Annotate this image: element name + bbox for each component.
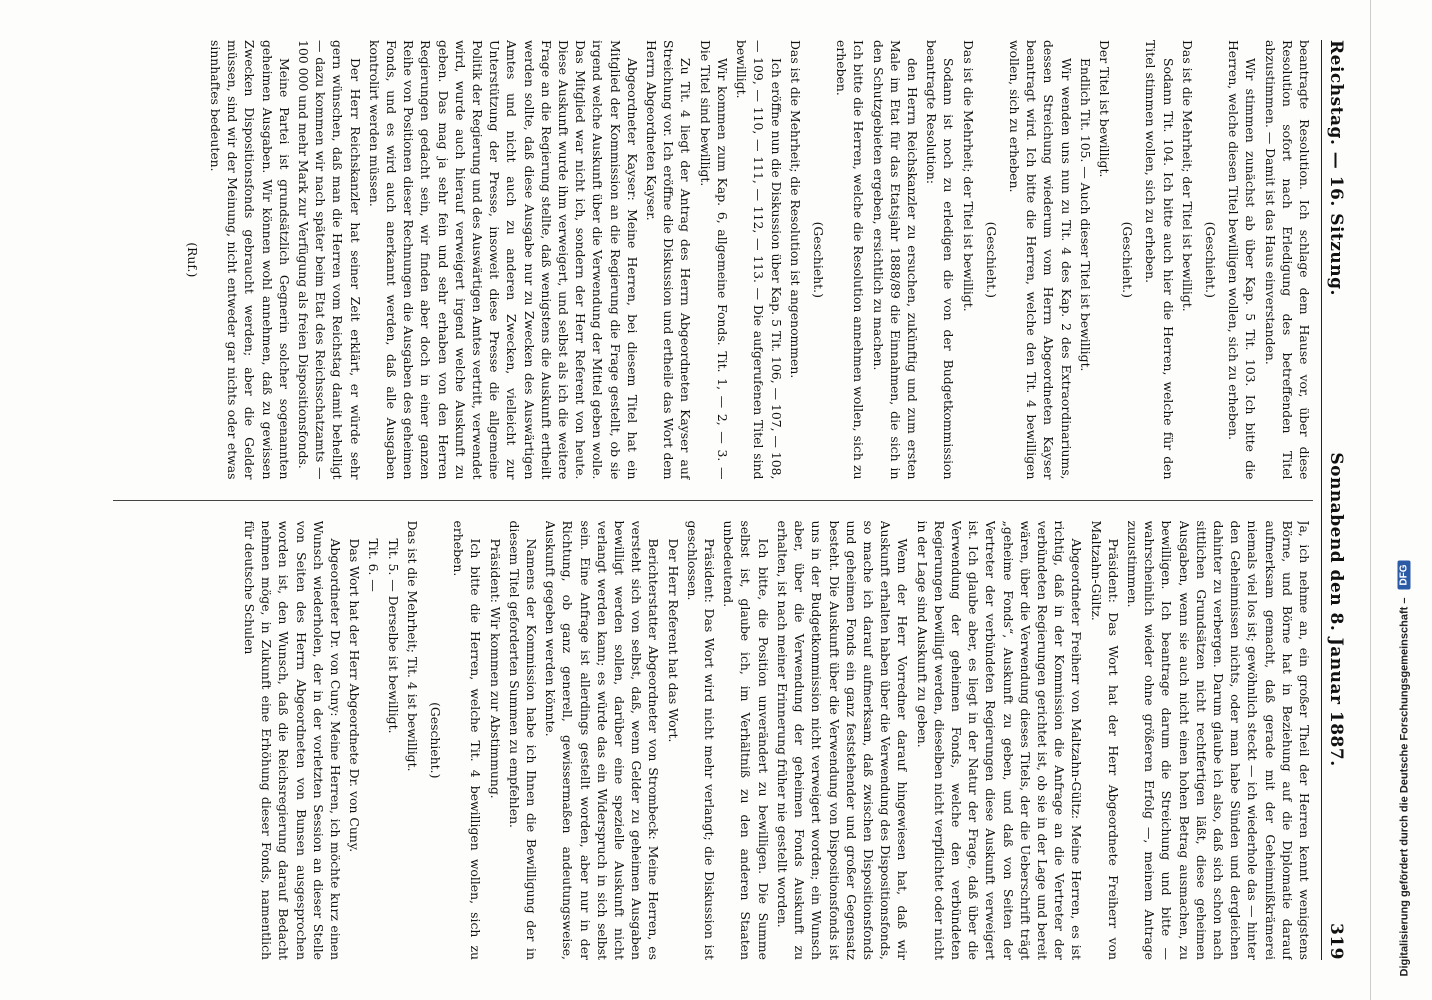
paragraph: Tit. 5. — Derselbe ist bewilligt. [385, 538, 401, 734]
paragraph: Ich bitte, die Position unverändert zu bewilligen. Die Summe selbst ist, glaube ich, im Verhältniß zu den anderen Staaten unbedeutend. [721, 520, 771, 960]
header-center: Sonnabend den 8. Januar 1887. [1326, 452, 1346, 767]
digitization-note [1398, 0, 1411, 977]
paragraph: Abgeordneter Dr. von Cuny: Meine Herren, ich möchte kurz einen Wunsch wiederholen, der in der vorletzten Session an dieser Stelle von Seiten des Herrn Abgeordneten von Bunsen ausgesprochen worden ist, den Wunsch, daß die Reichsregierung darauf Bedacht nehmen möge, in Zukunft eine Erhöhung dieser Fonds, namentlich für deutsche Schulen [242, 520, 344, 960]
paragraph: Sodann ist noch zu erledigen die von der Budgetkommission beantragte Resolution: [924, 40, 957, 480]
paragraph: Präsident: Das Wort wird nicht mehr verlangt; die Diskussion ist geschlossen. [684, 520, 718, 960]
paragraph: Namens der Kommission habe ich Ihnen die Bewilligung der in diesem Titel geforderten Summen zu empfehlen. [506, 520, 540, 960]
paragraph: Ich bitte die Herren, welche Tit. 4 bewilligen wollen, sich zu erheben. [451, 520, 484, 960]
paragraph: Das ist die Mehrheit; die Resolution ist angenommen. [787, 40, 803, 379]
paragraph: Meine Partei ist grundsätzlich Gegnerin solcher sogenannten geheimen Ausgaben. Wir können wohl annehmen, daß zu gewissen Zwecken Dispositionsfonds gebraucht werden; aber die Gelder müssen, sind wir der Meinung, nicht entweder gar nichts oder etwas sinnhaftes bedeuten. [208, 40, 292, 480]
paragraph: Wir kommen zum Kap. 6, allgemeine Fonds. Tit. 1, — 2, — 3. — Die Titel sind bewilligt. [697, 40, 730, 480]
paragraph: Zu Tit. 4 liegt der Antrag des Herrn Abgeordneten Kayser auf Streichung vor. Ich eröffne die Diskussion und ertheile das Wort dem Herrn Abgeordneten Kayser. [644, 40, 694, 480]
paragraph: Der Herr Referent hat das Wort. [665, 538, 681, 743]
text-columns [113, 40, 1313, 960]
paragraph: Das ist die Mehrheit; der Titel ist bewilligt. [1179, 40, 1195, 312]
paragraph: Das ist die Mehrheit; der Titel ist bewilligt. [960, 40, 976, 312]
paragraph: Der Titel ist bewilligt. [1096, 40, 1112, 178]
stage-direction: (Geschieht.) [810, 221, 826, 298]
column-divider [113, 500, 1313, 501]
paragraph: Das Wort hat der Herr Abgeordnete Dr. von Cuny. [347, 538, 363, 853]
paragraph: Sodann Tit. 104. Ich bitte auch hier die Herren, welche für den Titel stimmen wollen, sich zu erheben. [1143, 40, 1176, 480]
paragraph: Präsident: Wir kommen zur Abstimmung. [487, 538, 503, 799]
stage-direction: (Ruf.) [184, 242, 200, 278]
page-header [1321, 40, 1346, 960]
paragraph: beantragte Resolution. Ich schlage dem Hause vor, über diese Resolution sofort nach Erledigung des betreffenden Titel abzustimmen. — Damit ist das Haus einverstanden. [1262, 40, 1312, 480]
paragraph: Der Herr Reichskanzler hat seiner Zeit erklärt, er würde sehr gern wünschen, daß man die Herren vom Reichstag damit behelligt — dazu kommen wir nach später beim Etat des Reichsschatzamts — 100 000 und mehr Mark zur Verfügung als freien Dispositionsfonds. [296, 40, 363, 480]
paragraph: Ich bitte die Herren, welche die Resolution annehmen wollen, sich zu erheben. [834, 40, 867, 480]
paragraph: Ich eröffne nun die Diskussion über Kap. 5 Tit. 106, — 107, — 108, — 109, — 110, — 111, — 112, — 113. — Die aufgerufenen Titel sind bewilligt. [734, 40, 784, 480]
paragraph: Wir wenden uns nun zu Tit. 4 des Kap. 2 des Extraordinariums, dessen Streichung wiederum vom Herrn Abgeordneten Kayser beantragt wird. Ich bitte die Herren, welche den Tit. 4 bewilligen wollen, sich zu erheben. [1006, 40, 1074, 480]
rotated-document-page [66, 20, 1346, 980]
page-number: 319 [1326, 923, 1346, 960]
stage-direction: (Geschieht.) [1120, 221, 1136, 298]
paragraph: Abgeordneter Kayser: Meine Herren, bei diesem Titel hat ein Mitglied der Kommission an die Regierung die Frage gestellt, ob sie irgend welche Auskunft über die Verwendung der Mittel geben wolle. Das Mitglied war nicht ich, sondern der Herr Referent von heute. Diese Auskunft wurde ihm verweigert, und selbst als ich die weitere Frage an die Regierung stellte, daß wenigstens die Auskunft ertheilt werden sollte, daß diese Ausgabe nur zu Zwecken des Auswärtigen Amtes und nicht auch zu anderen Zwecken, vielleicht zur Unterstützung der Presse, insoweit diese Presse die allgemeine Politik der Regierung und des Auswärtigen Amtes vertritt, verwendet wird, wurde auch hierauf verweigert irgend welche Auskunft zu geben. Das mag ja sehr fein und sehr erhaben von den Herren Regierungen gedacht sein, wir finden aber doch in einer ganzen Reihe von Positionen dieser Rechnungen die Ausgaben des geheimen Fonds, und es wird auch anerkannt werden, daß alle Ausgaben kontrolirt werden müssen. [366, 40, 640, 480]
paragraph: Das ist die Mehrheit; Tit. 4 ist bewilligt. [404, 520, 420, 772]
paragraph: den Herrn Reichskanzler zu ersuchen, zukünftig und zum ersten Male im Etat für das Etatsjahr 1888/89 die Einnahmen, die sich in den Schutzgebieten ergeben, ersichtlich zu machen. [870, 40, 920, 480]
stage-direction: (Geschieht.) [428, 702, 444, 779]
stage-direction: (Geschieht.) [983, 221, 999, 298]
dfg-logo-badge: DFG [1398, 560, 1411, 589]
paragraph: Präsident: Das Wort hat der Herr Abgeordnete Freiherr von Maltzahn-Gültz. [1088, 520, 1121, 960]
left-column [113, 40, 1313, 480]
paragraph: Berichterstatter Abgeordneter von Strombeck: Meine Herren, es versteht sich von selbst, daß, wenn Gelder zu geheimen Ausgaben bewilligt werden sollen, darüber eine spezielle Auskunft nicht verlangt werden kann; es würde das ein Widerspruch in sich selbst sein. Eine Anfrage ist allerdings gestellt worden, aber nur in der Richtung, ob ganz generell, gewissermaßen andeutungsweise, Auskunft gegeben werden könnte. [543, 520, 662, 960]
paragraph: Wir stimmen zunächst ab über Kap. 5 Tit. 103. Ich bitte die Herren, welche diesen Titel bewilligen wollen, sich zu erheben. [1226, 40, 1259, 480]
stage-direction: (Geschieht.) [1202, 221, 1218, 298]
right-column [113, 521, 1313, 961]
header-left: Reichstag. — 16. Sitzung. [1326, 40, 1346, 296]
digitization-text: Digitalisierung gefördert durch die Deutsche Forschungsgemeinschaft – [1398, 597, 1410, 977]
side-margin [1376, 0, 1432, 1000]
paragraph: Wenn der Herr Vorredner darauf hingewiesen hat, daß wir Auskunft erhalten haben über die Verwendung des Dispositionsfonds, so mache ich darauf aufmerksam, daß zwischen Dispositionsfonds und geheimen Fonds ein ganz feststehender und großer Gegensatz besteht. Die Auskunft über die Verwendung von Dispositionsfonds ist uns in der Budgetkommission nicht verweigert worden; ein Wunsch aber, über die Verwendung der geheimen Fonds Auskunft zu erhalten, ist nach meiner Erinnerung früher nie gestellt worden. [774, 520, 911, 960]
paragraph: Ja, ich nehme an, ein großer Theil der Herren kennt wenigstens Börne, und Börne hat in Beziehung auf die Diplomatie darauf aufmerksam gemacht, daß gerade mit der Geheimnißkrämerei niemals viel los ist; gewöhnlich steckt — ich wiederhole das — hinter den Geheimnissen nichts, oder man habe Sünden und dergleichen dahinter zu verbergen. Darum glaube ich also, daß sich schon nach sittlichen Grundsätzen nicht rechtfertigen läßt, diese geheimen Ausgaben, wenn sie auch nicht einen hohen Betrag ausmachen, zu bewilligen. Ich beantrage darum die Streichung und bitte — wahrscheinlich wieder ohne größeren Erfolg —, meinem Antrage zuzustimmen. [1124, 520, 1312, 960]
paragraph: Tit. 6. — [366, 538, 382, 592]
paragraph: Abgeordneter Freiherr von Maltzahn-Gültz: Meine Herren, es ist richtig, daß in der Kommission die Anfrage an die Vertreter der verbündeten Regierungen gerichtet ist, ob sie in der Lage und bereit wären, über die Verwendung dieses Titels, der die Ueberschrift trägt „geheime Fonds“, Auskunft zu geben, und daß von Seiten der Vertreter der verbündeten Regierungen diese Auskunft verweigert ist. Ich glaube aber, es liegt in der Natur der Frage, daß über die Verwendung der geheimen Fonds, welche den verbündeten Regierungen bewilligt werden, dieselben nicht verpflichtet oder nicht in der Lage sind Auskunft zu geben. [914, 520, 1085, 960]
paragraph: Endlich Tit. 105. — Auch dieser Titel ist bewilligt. [1077, 58, 1093, 372]
